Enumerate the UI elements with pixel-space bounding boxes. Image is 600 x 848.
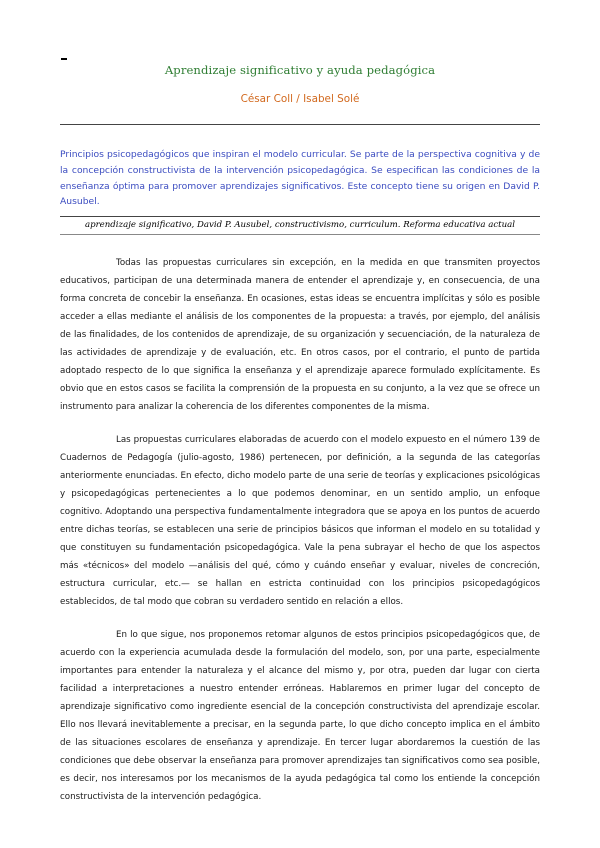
body-paragraph: Todas las propuestas curriculares sin excepción, en la medida en que transmiten proyectos educativos, participan de una determinada manera de entender el aprendizaje y, en consecuencia, de una forma concreta de concebir la enseñanza. En ocasiones, estas ideas se encuentra implícitas y sólo es posible acceder a ellas mediante el análisis de los componentes de la propuesta: a través, por ejemplo, del análisis de las finalidades, de los contenidos de aprendizaje, de su organización y secuenciación, de la naturaleza de las actividades de aprendizaje y de evaluación, etc. En otros casos, por el contrario, el punto de partida adoptado respecto de lo que significa la enseñanza y el aprendizaje aparece formulado explícitamente. Es obvio que en estos casos se facilita la comprensión de la propuesta en su conjunto, a la vez que se ofrece un instrumento para analizar la coherencia de los diferentes componentes de la misma. [60,258,540,412]
body-paragraph: Las propuestas curriculares elaboradas de acuerdo con el modelo expuesto en el número 139 de Cuadernos de Pedagogía (julio-agosto, 1986) pertenecen, por definición, a la segunda de las categorías anteriormente enunciadas. En efecto, dicho modelo parte de una serie de teorías y explicaciones psicológicas y psicopedagógicas pertenecientes a lo que podemos denominar, en un sentido amplio, un enfoque cognitivo. Adoptando una perspectiva fundamentalmente integradora que se apoya en los puntos de acuerdo entre dichas teorías, se establecen una serie de principios básicos que informan el modelo en su totalidad y que constituyen su fundamentación psicopedagógica. Vale la pena subrayar el hecho de que los aspectos más «técnicos» del modelo —análisis del qué, cómo y cuándo enseñar y evaluar, niveles de concreción, estructura curricular, etc.— se hallan en estricta continuidad con los principios psicopedagógicos establecidos, de tal modo que cobran su verdadero sentido en relación a ellos. [60,435,540,607]
header-divider [60,124,540,125]
keywords: aprendizaje significativo, David P. Ausubel, constructivismo, curriculum. Reforma educativa actual [84,220,516,230]
body-paragraph: En lo que sigue, nos proponemos retomar algunos de estos principios psicopedagógicos que, de acuerdo con la experiencia acumulada desde la formulación del modelo, son, por una parte, especialmente importantes para entender la naturaleza y el alcance del mismo y, por otra, pueden dar lugar con cierta facilidad a interpretaciones a nuestro entender erróneas. Hablaremos en primer lugar del concepto de aprendizaje significativo como ingrediente esencial de la concepción constructivista del aprendizaje escolar. Ello nos llevará inevitablemente a precisar, en la segunda parte, lo que dicho concepto implica en el ámbito de las situaciones escolares de enseñanza y aprendizaje. En tercer lugar abordaremos la cuestión de las condiciones que debe observar la enseñanza para promover aprendizajes tan significativos como sea posible, es decir, nos interesamos por los mecanismos de la ayuda pedagógica tal como los entiende la concepción constructivista de la intervención pedagógica. [60,630,540,802]
keywords-divider-bottom [60,234,540,235]
article-authors: César Coll / Isabel Solé [240,93,360,105]
abstract: Principios psicopedagógicos que inspiran el modelo curricular. Se parte de la perspectiva cognitiva y de la concepción constructivista de la intervención psicopedagógica. Se especifican las condiciones de la enseñanza óptima para promover aprendizajes significativos. Este concepto tiene su origen en David P. Ausubel. [60,149,540,208]
article-title: Aprendizaje significativo y ayuda pedagógica [164,63,436,77]
corner-mark [61,58,67,60]
article-body [60,254,540,821]
keywords-divider-top [60,216,540,217]
